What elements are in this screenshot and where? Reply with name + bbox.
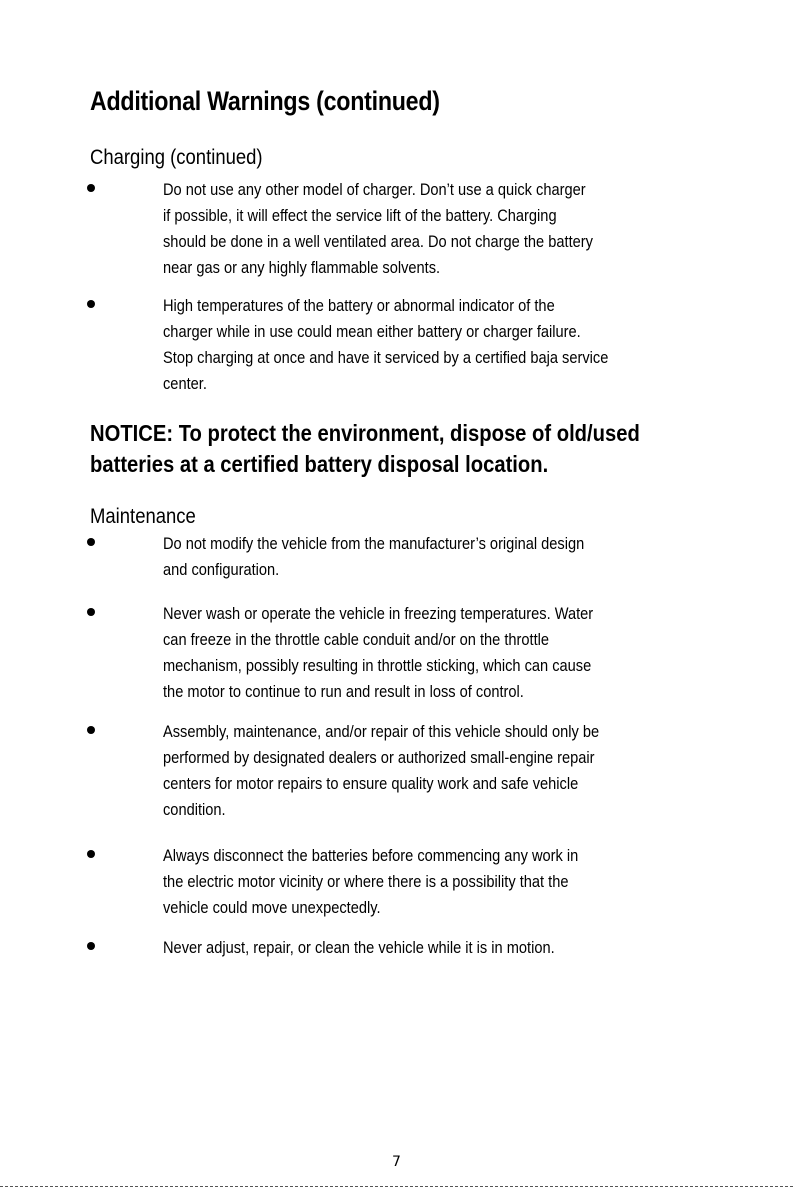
maintenance-item-text: Never adjust, repair, or clean the vehicle while it is in motion.: [163, 938, 555, 957]
maintenance-item-text: Assembly, maintenance, and/or repair of this vehicle should only be performed by designated dealers or authorized small-engine repair centers for motor repairs to ensure quality work and safe vehicle condition.: [163, 722, 600, 819]
bullet-icon: [87, 850, 95, 858]
bullet-icon: [87, 942, 95, 950]
page-title: Additional Warnings (continued): [90, 86, 440, 116]
maintenance-item-text: Never wash or operate the vehicle in freezing temperatures. Water can freeze in the throttle cable conduit and/or on the throttle mechanism, possibly resulting in throttle sticking, which can cause the motor to continue to run and result in loss of control.: [163, 604, 594, 701]
maintenance-item-text: Do not modify the vehicle from the manufacturer’s original design and configuration.: [163, 534, 585, 579]
charging-item-text: Do not use any other model of charger. Don’t use a quick charger if possible, it will effect the service lift of the battery. Charging should be done in a well ventilated area. Do not charge the battery near gas or any highly flammable solvents.: [163, 180, 593, 277]
bullet-icon: [87, 538, 95, 546]
environment-notice: NOTICE: To protect the environment, dispose of old/used batteries at a certified battery disposal location.: [90, 420, 640, 477]
charging-item-text: High temperatures of the battery or abnormal indicator of the charger while in use could mean either battery or charger failure. Stop charging at once and have it serviced by a certified baja service center.: [163, 296, 609, 393]
bullet-icon: [87, 726, 95, 734]
maintenance-heading: Maintenance: [90, 505, 196, 528]
bullet-icon: [87, 608, 95, 616]
page-number: 7: [392, 1154, 401, 1170]
maintenance-item-text: Always disconnect the batteries before commencing any work in the electric motor vicinity or where there is a possibility that the vehicle could move unexpectedly.: [163, 846, 579, 917]
footer-divider: [0, 1186, 793, 1187]
bullet-icon: [87, 300, 95, 308]
charging-heading: Charging (continued): [90, 146, 263, 169]
bullet-icon: [87, 184, 95, 192]
